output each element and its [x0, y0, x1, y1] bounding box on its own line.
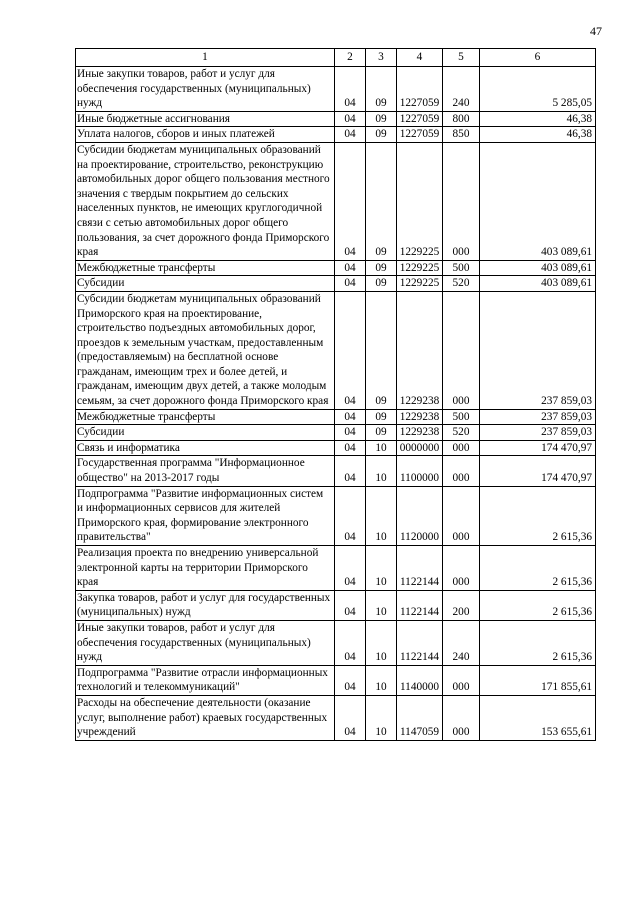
row-code-cell: 04	[335, 67, 366, 112]
row-code-cell: 240	[443, 620, 480, 665]
row-code-cell: 09	[366, 67, 397, 112]
row-code-cell: 04	[335, 590, 366, 620]
header-cell: 5	[443, 49, 480, 67]
row-code-cell: 04	[335, 695, 366, 740]
table-row	[76, 665, 596, 695]
table-row	[76, 276, 596, 292]
row-name-cell: Уплата налогов, сборов и иных платежей	[76, 127, 335, 143]
row-code-cell: 04	[335, 486, 366, 545]
row-amount-cell: 46,38	[480, 111, 596, 127]
row-code-cell: 09	[366, 260, 397, 276]
table-row	[76, 546, 596, 591]
budget-table	[75, 48, 596, 741]
row-code-cell: 04	[335, 665, 366, 695]
row-code-cell: 04	[335, 620, 366, 665]
row-code-cell: 000	[443, 440, 480, 456]
row-amount-cell: 2 615,36	[480, 486, 596, 545]
row-amount-cell: 237 859,03	[480, 425, 596, 441]
row-code-cell: 04	[335, 111, 366, 127]
row-code-cell: 000	[443, 665, 480, 695]
row-name-cell: Межбюджетные трансферты	[76, 409, 335, 425]
row-code-cell: 000	[443, 695, 480, 740]
row-code-cell: 04	[335, 546, 366, 591]
row-code-cell: 04	[335, 260, 366, 276]
header-cell: 6	[480, 49, 596, 67]
row-name-cell: Подпрограмма "Развитие информационных систем и информационных сервисов для жителей Приморского края, формирование электронного правительства"	[76, 486, 335, 545]
row-code-cell: 000	[443, 546, 480, 591]
row-code-cell: 04	[335, 142, 366, 260]
row-code-cell: 04	[335, 276, 366, 292]
row-code-cell: 000	[443, 456, 480, 486]
row-code-cell: 1229238	[397, 291, 443, 409]
row-code-cell: 1227059	[397, 127, 443, 143]
row-code-cell: 04	[335, 440, 366, 456]
row-code-cell: 04	[335, 409, 366, 425]
row-code-cell: 10	[366, 440, 397, 456]
row-amount-cell: 403 089,61	[480, 276, 596, 292]
row-name-cell: Межбюджетные трансферты	[76, 260, 335, 276]
row-code-cell: 04	[335, 127, 366, 143]
row-name-cell: Иные закупки товаров, работ и услуг для обеспечения государственных (муниципальных) нужд	[76, 67, 335, 112]
row-amount-cell: 237 859,03	[480, 291, 596, 409]
page-number: 47	[590, 24, 602, 38]
row-amount-cell: 2 615,36	[480, 546, 596, 591]
row-amount-cell: 5 285,05	[480, 67, 596, 112]
row-code-cell: 1229238	[397, 425, 443, 441]
row-amount-cell: 403 089,61	[480, 260, 596, 276]
row-code-cell: 1227059	[397, 111, 443, 127]
row-code-cell: 200	[443, 590, 480, 620]
table-header-row	[76, 49, 596, 67]
row-name-cell: Государственная программа "Информационное общество" на 2013-2017 годы	[76, 456, 335, 486]
row-amount-cell: 403 089,61	[480, 142, 596, 260]
table-row	[76, 590, 596, 620]
row-name-cell: Иные бюджетные ассигнования	[76, 111, 335, 127]
row-code-cell: 000	[443, 486, 480, 545]
row-name-cell: Субсидии	[76, 276, 335, 292]
table-row	[76, 67, 596, 112]
row-code-cell: 04	[335, 425, 366, 441]
row-code-cell: 500	[443, 260, 480, 276]
row-code-cell: 520	[443, 425, 480, 441]
row-code-cell: 04	[335, 291, 366, 409]
table-row	[76, 695, 596, 740]
table-row	[76, 127, 596, 143]
row-amount-cell: 171 855,61	[480, 665, 596, 695]
row-amount-cell: 153 655,61	[480, 695, 596, 740]
row-code-cell: 1229225	[397, 260, 443, 276]
row-code-cell: 1122144	[397, 620, 443, 665]
row-code-cell: 10	[366, 620, 397, 665]
row-code-cell: 1229238	[397, 409, 443, 425]
row-code-cell: 000	[443, 142, 480, 260]
row-name-cell: Субсидии бюджетам муниципальных образований на проектирование, строительство, реконструкцию автомобильных дорог общего пользования местного значения с твердым покрытием до сельских населенных пунктов, не имеющих круглогодичной связи с сетью автомобильных дорог общего пользования, за счет дорожного фонда Приморского края	[76, 142, 335, 260]
row-name-cell: Закупка товаров, работ и услуг для государственных (муниципальных) нужд	[76, 590, 335, 620]
header-cell: 4	[397, 49, 443, 67]
table-row	[76, 456, 596, 486]
row-name-cell: Связь и информатика	[76, 440, 335, 456]
row-code-cell: 10	[366, 546, 397, 591]
row-code-cell: 09	[366, 142, 397, 260]
table-row	[76, 142, 596, 260]
row-code-cell: 10	[366, 456, 397, 486]
row-name-cell: Иные закупки товаров, работ и услуг для обеспечения государственных (муниципальных) нужд	[76, 620, 335, 665]
table-row	[76, 291, 596, 409]
row-code-cell: 09	[366, 425, 397, 441]
row-code-cell: 0000000	[397, 440, 443, 456]
row-code-cell: 09	[366, 291, 397, 409]
row-code-cell: 10	[366, 486, 397, 545]
table-row	[76, 425, 596, 441]
row-code-cell: 09	[366, 111, 397, 127]
row-amount-cell: 174 470,97	[480, 440, 596, 456]
row-code-cell: 240	[443, 67, 480, 112]
row-amount-cell: 174 470,97	[480, 456, 596, 486]
row-code-cell: 10	[366, 590, 397, 620]
row-code-cell: 10	[366, 695, 397, 740]
row-name-cell: Реализация проекта по внедрению универсальной электронной карты на территории Приморского края	[76, 546, 335, 591]
table-row	[76, 620, 596, 665]
row-name-cell: Расходы на обеспечение деятельности (оказание услуг, выполнение работ) краевых государственных учреждений	[76, 695, 335, 740]
row-code-cell: 1100000	[397, 456, 443, 486]
table-row	[76, 260, 596, 276]
row-code-cell: 800	[443, 111, 480, 127]
row-code-cell: 1147059	[397, 695, 443, 740]
row-code-cell: 10	[366, 665, 397, 695]
row-code-cell: 1140000	[397, 665, 443, 695]
row-amount-cell: 2 615,36	[480, 590, 596, 620]
table-row	[76, 486, 596, 545]
row-code-cell: 1122144	[397, 590, 443, 620]
header-cell: 1	[76, 49, 335, 67]
row-code-cell: 500	[443, 409, 480, 425]
row-code-cell: 1122144	[397, 546, 443, 591]
row-code-cell: 09	[366, 127, 397, 143]
row-code-cell: 1229225	[397, 142, 443, 260]
header-cell: 2	[335, 49, 366, 67]
row-code-cell: 1229225	[397, 276, 443, 292]
row-amount-cell: 46,38	[480, 127, 596, 143]
row-code-cell: 04	[335, 456, 366, 486]
row-amount-cell: 2 615,36	[480, 620, 596, 665]
row-code-cell: 09	[366, 409, 397, 425]
row-code-cell: 000	[443, 291, 480, 409]
table-row	[76, 111, 596, 127]
table-row	[76, 409, 596, 425]
table-row	[76, 440, 596, 456]
row-name-cell: Субсидии бюджетам муниципальных образований Приморского края на проектирование, строительство подъездных автомобильных дорог, проездов к земельным участкам, предоставленным (предоставляемым) на бесплатной основе гражданам, имеющим трех и более детей, и гражданам, имеющим двух детей, а также молодым семьям, за счет дорожного фонда Приморского края	[76, 291, 335, 409]
row-name-cell: Субсидии	[76, 425, 335, 441]
header-cell: 3	[366, 49, 397, 67]
row-code-cell: 520	[443, 276, 480, 292]
row-amount-cell: 237 859,03	[480, 409, 596, 425]
row-code-cell: 09	[366, 276, 397, 292]
row-code-cell: 850	[443, 127, 480, 143]
row-name-cell: Подпрограмма "Развитие отрасли информационных технологий и телекоммуникаций"	[76, 665, 335, 695]
row-code-cell: 1120000	[397, 486, 443, 545]
row-code-cell: 1227059	[397, 67, 443, 112]
